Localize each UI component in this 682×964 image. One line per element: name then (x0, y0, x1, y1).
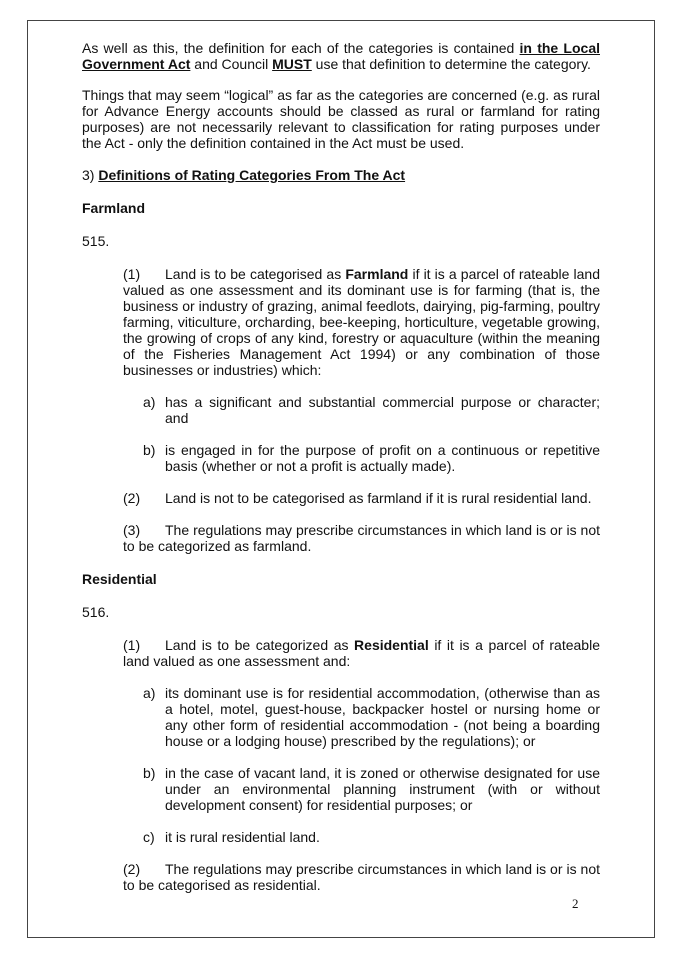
section-heading (82, 167, 600, 183)
clause-515-number: 515. (82, 233, 110, 249)
document-body (82, 40, 600, 893)
intro-text: and Council (190, 56, 273, 72)
farmland-item-a (143, 394, 600, 426)
residential-clause-1 (123, 637, 600, 669)
clause-number: (2) (123, 490, 141, 506)
clause-text: Land is to be categorized as (165, 637, 355, 653)
must-emphasis: MUST (272, 56, 312, 72)
clause-number: (1) (123, 266, 141, 282)
residential-term: Residential (354, 637, 429, 653)
item-text: is engaged in for the purpose of profit on a continuous or repetitive basis (whether or not a profit is actually made). (165, 442, 600, 474)
residential-item-a (143, 685, 600, 749)
act-reference: in the Local Government Act (82, 40, 600, 72)
clause-text: The regulations may prescribe circumstances in which land is or is not to be categorized as farmland. (123, 522, 600, 554)
clause-text: if it is a parcel of rateable land valued as one assessment and: (123, 637, 600, 669)
clause-text: Land is not to be categorised as farmland if it is rural residential land. (165, 490, 592, 506)
section-number: 3) (82, 167, 95, 183)
clause-text: Land is to be categorised as (165, 266, 346, 282)
farmland-item-b (143, 442, 600, 474)
residential-item-c (143, 829, 600, 845)
residential-clause-2 (123, 861, 600, 893)
residential-heading: Residential (82, 571, 157, 587)
item-label: a) (143, 685, 156, 701)
clause-text: The regulations may prescribe circumstances in which land is or is not to be categorised as residential. (123, 861, 600, 893)
clause-number: (1) (123, 637, 141, 653)
farmland-clause-3 (123, 522, 600, 554)
clause-516-number: 516. (82, 604, 110, 620)
item-label: a) (143, 394, 156, 410)
farmland-term: Farmland (345, 266, 409, 282)
item-label: b) (143, 765, 156, 781)
intro-text: As well as this, the definition for each of the categories is contained (82, 40, 520, 56)
residential-item-b (143, 765, 600, 813)
item-text: it is rural residential land. (165, 829, 320, 845)
clause-text: if it is a parcel of rateable land valued as one assessment and its dominant use is for farming (that is, the business or industry of grazing, animal feedlots, dairying, pig-farming, poultry farming, viticulture, orcharding, bee-keeping, horticulture, vegetable growing, the growing of crops of any kind, forestry or aquaculture (within the meaning of the Fisheries Management Act 1994) or any combination of those businesses or industries) which: (123, 266, 600, 378)
intro-paragraph-1 (82, 40, 600, 72)
clause-number: (2) (123, 861, 141, 877)
item-text: has a significant and substantial commercial purpose or character; and (165, 394, 600, 426)
item-text: in the case of vacant land, it is zoned or otherwise designated for use under an environmental planning instrument (with or without development consent) for residential purposes; or (165, 765, 600, 813)
item-label: b) (143, 442, 156, 458)
intro-paragraph-2: Things that may seem “logical” as far as the categories are concerned (e.g. as rural for Advance Energy accounts should be classed as rural or farmland for rating purposes) are not necessarily relevant to classification for rating purposes under the Act - only the definition contained in the Act must be used. (82, 87, 600, 151)
intro-text: use that definition to determine the category. (311, 56, 591, 72)
item-label: c) (143, 829, 155, 845)
farmland-clause-2 (123, 490, 600, 506)
clause-number: (3) (123, 522, 141, 538)
section-title: Definitions of Rating Categories From The Act (98, 167, 406, 183)
farmland-clause-1 (123, 266, 600, 378)
page-number: 2 (572, 896, 579, 911)
item-text: its dominant use is for residential accommodation, (otherwise than as a hotel, motel, guest-house, backpacker hostel or nursing home or any other form of residential accommodation - (not being a boarding house or a lodging house) prescribed by the regulations); or (165, 685, 600, 749)
farmland-heading: Farmland (82, 200, 146, 216)
